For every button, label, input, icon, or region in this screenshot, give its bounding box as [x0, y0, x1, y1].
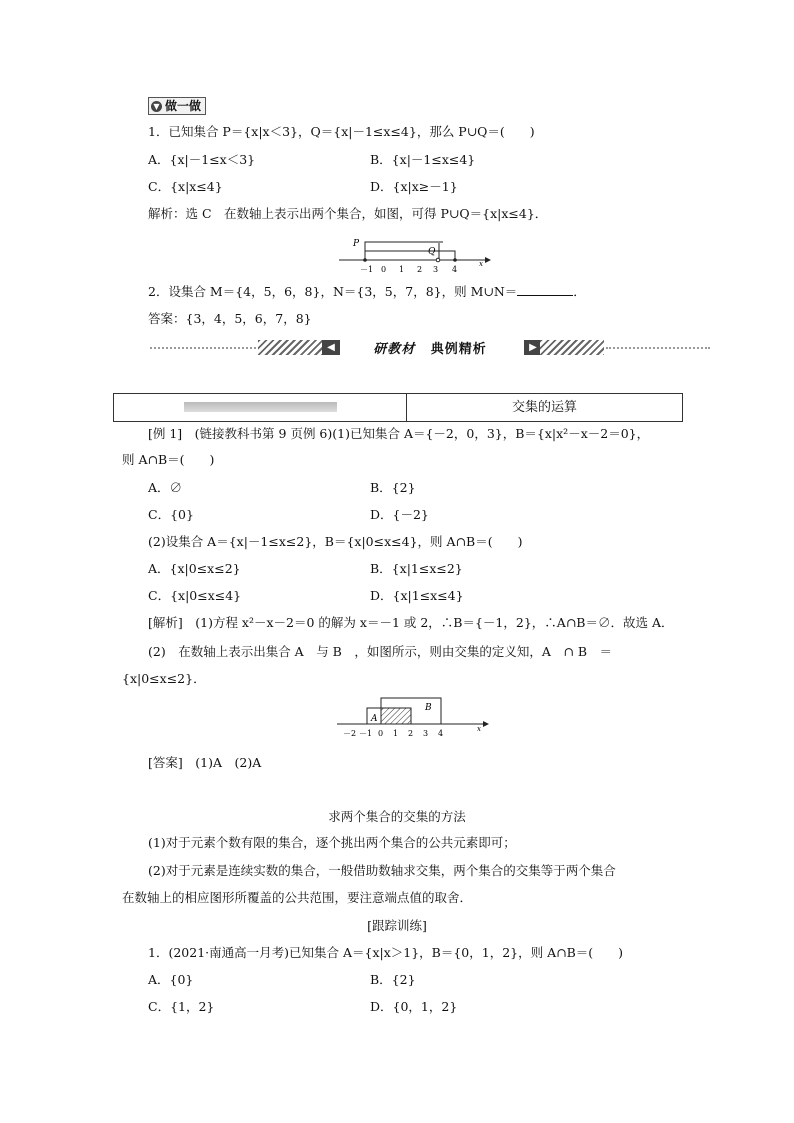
practice-q1-solution: 解析：选 C 在数轴上表示出两个集合，如图，可得 P∪Q＝{x|x≤4}．	[148, 206, 548, 221]
example-p1-option-d: D．{－2}	[370, 507, 429, 522]
example-analysis-line3: {x|0≤x≤2}．	[122, 671, 206, 686]
example-p2-option-d: D．{x|1≤x≤4}	[370, 588, 464, 603]
topic-tag-graphic	[184, 402, 337, 412]
fig2-tick: 1	[393, 729, 399, 738]
topic-header-box	[113, 393, 683, 422]
practice-q1-option-c: C．{x|x≤4}	[148, 179, 223, 194]
practice-badge	[148, 97, 206, 115]
banner-stripe-left	[258, 340, 322, 355]
fig1-tick: 4	[452, 265, 458, 274]
fig1-tick: 3	[433, 265, 439, 274]
training-q1-option-d: D．{0，1，2}	[370, 999, 458, 1014]
fig1-tick: －1	[360, 265, 374, 274]
practice-q2-answer: 答案：{3，4，5，6，7，8}	[148, 311, 312, 326]
number-line-figure-2	[335, 694, 495, 740]
example-stem-line2: 则 A∩B＝( )	[122, 452, 215, 467]
example-p2-option-c: C．{x|0≤x≤4}	[148, 588, 242, 603]
example-p1-option-c: C．{0}	[148, 507, 194, 522]
fig1-axis-label: x	[479, 260, 483, 268]
fig2-tick: 4	[438, 729, 444, 738]
triangle-right-icon: ▶	[524, 340, 542, 355]
triangle-left-icon: ◀	[322, 340, 340, 355]
fig2-label-a: A	[371, 714, 378, 724]
example-p2-stem: (2)设集合 A＝{x|－1≤x≤2}，B＝{x|0≤x≤4}，则 A∩B＝( )	[148, 534, 523, 549]
practice-q1-option-b: B．{x|－1≤x≤4}	[370, 152, 476, 167]
practice-badge-label: 做一做	[165, 99, 202, 113]
topic-header-title: 交集的运算	[511, 400, 577, 415]
example-p2-option-b: B．{x|1≤x≤2}	[370, 561, 463, 576]
method-line3: 在数轴上的相应图形所覆盖的公共范围，要注意端点值的取舍．	[122, 890, 473, 905]
fig2-tick: 0	[378, 729, 384, 738]
fig1-label-p: P	[353, 239, 360, 249]
section-banner	[150, 336, 710, 360]
example-p1-option-b: B．{2}	[370, 480, 416, 495]
practice-q2-stem-text: 2．设集合 M＝{4，5，6，8}，N＝{3，5，7，8}，则 M∪N＝	[148, 284, 518, 299]
example-p1-option-a: A．∅	[148, 480, 183, 495]
banner-title-part2: 典例精析	[430, 342, 487, 357]
example-analysis-line1: [解析] (1)方程 x²－x－2＝0 的解为 x＝－1 或 2，∴B＝{－1，2}，∴A∩B＝∅．故选 A．	[148, 615, 674, 630]
training-q1-option-b: B．{2}	[370, 972, 416, 987]
practice-q2-stem-end: ．	[573, 284, 586, 299]
training-q1-option-a: A．{0}	[148, 972, 194, 987]
practice-q1-stem: 1．已知集合 P＝{x|x＜3}，Q＝{x|－1≤x≤4}，那么 P∪Q＝( )	[148, 124, 535, 139]
banner-dots-left	[150, 347, 256, 349]
fig2-tick: －1	[359, 729, 373, 738]
number-line-figure-1	[335, 234, 495, 276]
method-line2: (2)对于元素是连续实数的集合，一般借助数轴求交集，两个集合的交集等于两个集合	[148, 863, 616, 878]
training-q1-option-c: C．{1，2}	[148, 999, 215, 1014]
answer-blank	[517, 283, 573, 296]
fig1-tick: 2	[417, 265, 423, 274]
example-answer: [答案] (1)A (2)A	[148, 755, 262, 770]
banner-stripe-right	[540, 340, 604, 355]
topic-header-left	[114, 394, 407, 421]
example-stem-line1: [例 1] (链接教科书第 9 页例 6)(1)已知集合 A＝{－2，0，3}，B＝{x|x²－x－2＝0}，	[148, 426, 650, 441]
fig1-label-q: Q	[428, 247, 436, 257]
practice-q1-option-a: A．{x|－1≤x＜3}	[148, 152, 256, 167]
example-p2-option-a: A．{x|0≤x≤2}	[148, 561, 241, 576]
fig1-tick: 0	[381, 265, 387, 274]
banner-title-part1: 研教材	[373, 342, 416, 357]
practice-q1-option-d: D．{x|x≥－1}	[370, 179, 458, 194]
method-title: 求两个集合的交集的方法	[328, 809, 466, 824]
banner-title	[350, 338, 510, 357]
fig2-tick: 3	[423, 729, 429, 738]
fig2-axis-label: x	[477, 725, 481, 733]
example-analysis-line2: (2) 在数轴上表示出集合 A 与 B ，如图所示，则由交集的定义知，A ∩ B ＝	[148, 644, 613, 659]
fig2-tick: －2	[343, 729, 357, 738]
fig1-tick: 1	[399, 265, 405, 274]
training-q1-stem: 1．(2021·南通高一月考)已知集合 A＝{x|x＞1}，B＝{0，1，2}，则 A∩B＝( )	[148, 945, 624, 960]
chevron-down-icon: ▼	[151, 101, 162, 112]
practice-q2-stem	[148, 283, 586, 301]
fig2-tick: 2	[408, 729, 414, 738]
banner-dots-right	[606, 347, 710, 349]
method-line1: (1)对于元素个数有限的集合，逐个挑出两个集合的公共元素即可；	[148, 835, 516, 850]
training-title: [跟踪训练]	[367, 918, 427, 933]
fig2-label-b: B	[425, 703, 432, 713]
